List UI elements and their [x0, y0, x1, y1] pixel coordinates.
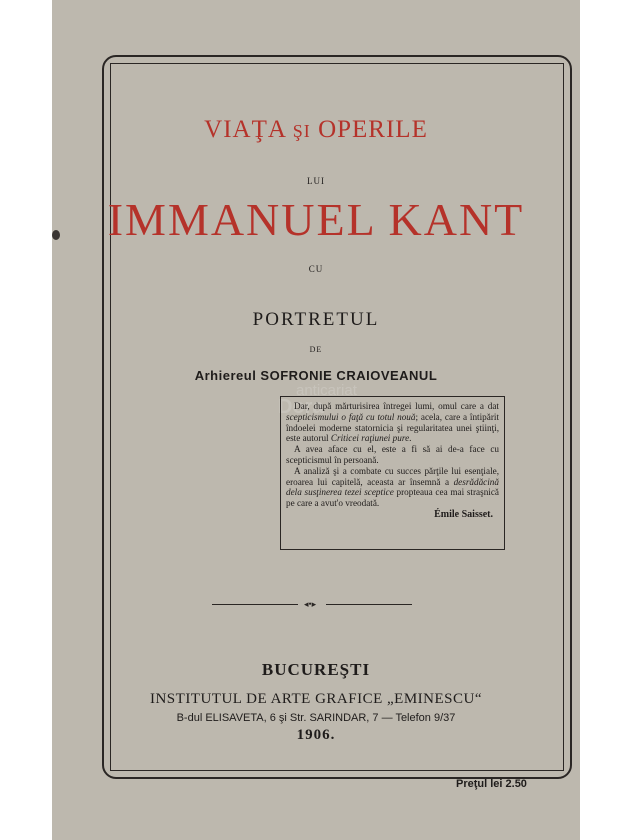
epigraph-paragraph-3 [286, 466, 499, 509]
epigraph-text: . [409, 433, 412, 444]
de-label: DE [309, 345, 323, 354]
epigraph-author: Émile Saisset. [434, 508, 493, 520]
author-line: Arhiereul SOFRONIE CRAIOVEANUL [194, 368, 438, 383]
title-line [52, 116, 580, 144]
epigraph-paragraph-1 [286, 401, 499, 444]
epigraph-emphasis: scepticismului o faţă cu totul nouă [286, 411, 416, 422]
watermark-line-1: anticariat [296, 382, 357, 399]
ornament-divider [212, 600, 412, 610]
address: B-dul ELISAVETA, 6 şi Str. SARINDAR, 7 — Telefon 9/37 [176, 712, 456, 724]
name-first: IMMANUEL [107, 194, 375, 245]
year: 1906. [296, 727, 336, 743]
city: BUCUREŞTI [261, 660, 371, 679]
price-label: Preţul lei 2.50 [456, 778, 527, 790]
epigraph-emphasis: desrădăcină dela susţinerea tezei sceptice [286, 476, 499, 498]
portrait-label: PORTRETUL [252, 309, 380, 330]
epigraph-text: Dar, după mărturisirea întregei lumi, omul care a dat [294, 401, 499, 411]
epigraph-text: propteaua cea mai straşnică pe care a avut'o vreodată. [286, 487, 500, 509]
title-word-operile: OPERILE [318, 116, 428, 143]
publisher: INSTITUTUL DE ARTE GRAFICE „EMINESCU“ [149, 691, 482, 707]
ornament-line-right [326, 604, 412, 605]
lui-label: LUI [307, 176, 325, 186]
watermark-line-2: Dora [278, 396, 324, 418]
main-name [52, 193, 580, 246]
ornament-line-left [212, 604, 298, 605]
epigraph-text: A analiză şi a combate cu succes părţile lui esenţiale, eroarea lui capitelă, aceasta ar însemnă a [286, 465, 499, 487]
epigraph-paragraph-2: A avea aface cu el, este a fi să ai de-a face cu scepticismul în persoană. [286, 444, 499, 465]
title-word-si: ŞI [292, 121, 311, 141]
book-cover [52, 0, 580, 840]
epigraph-box [280, 396, 505, 550]
epigraph-text: ; acela, care a întipărit îndoelei moderne statornicia şi regularitatea unei ştiinţi, este autorul [286, 411, 499, 444]
cu-label: CU [308, 264, 324, 274]
title-word-viata: VIAŢA [204, 116, 286, 143]
epigraph-emphasis: Criticei raţiunei pure [330, 433, 410, 444]
ornament-center: ◂•▸ [304, 599, 317, 609]
name-last: KANT [388, 194, 525, 245]
